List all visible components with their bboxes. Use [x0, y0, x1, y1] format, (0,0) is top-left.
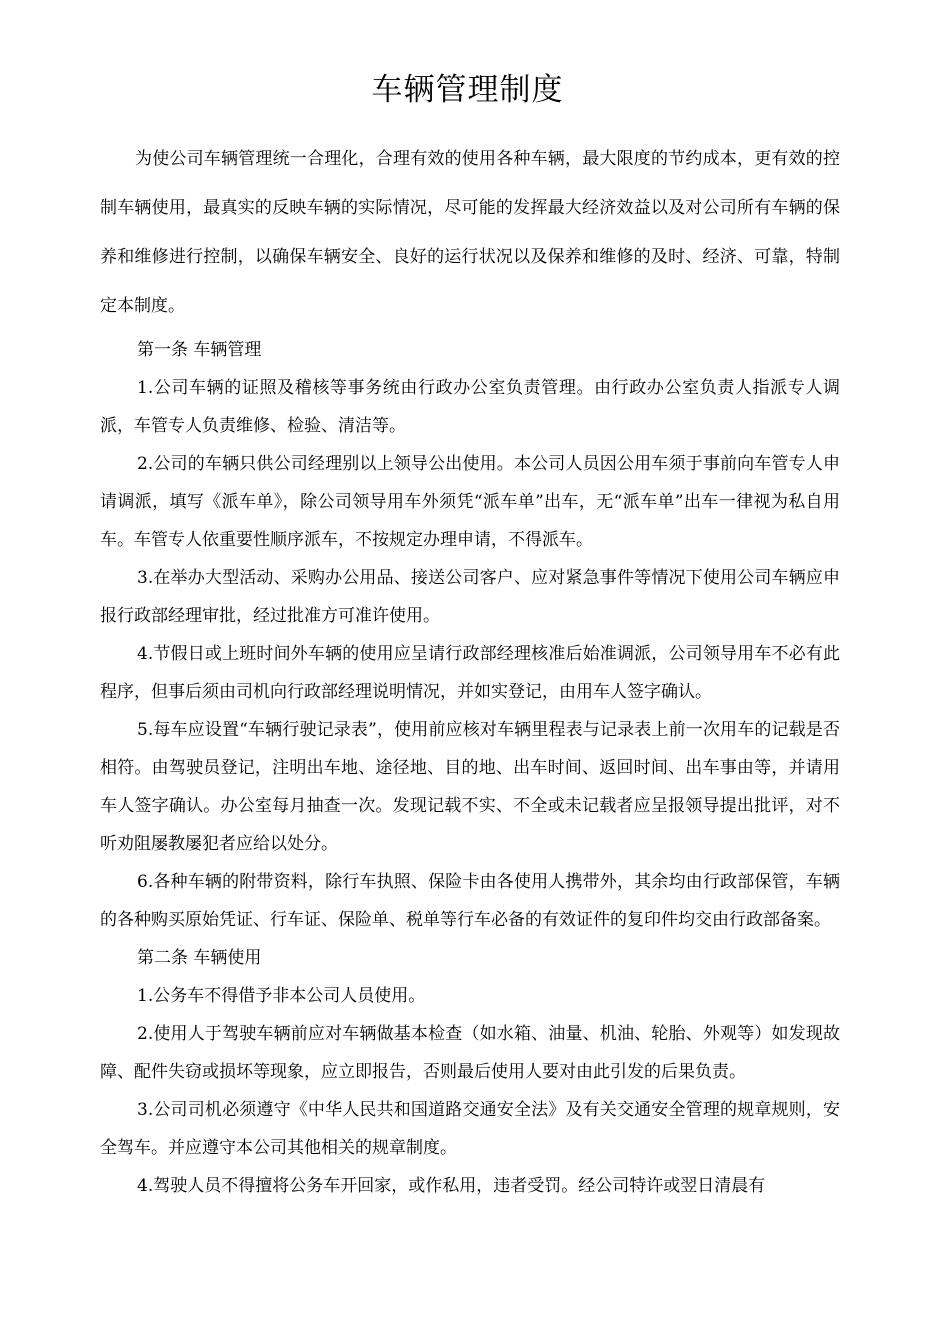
- section-2-item-2: 2.使用人于驾驶车辆前应对车辆做基本检查（如水箱、油量、机油、轮胎、外观等）如发现故障、配件失窃或损坏等现象，应立即报告，否则最后使用人要对由此引发的后果负责。: [100, 1024, 840, 1082]
- section-1-item-6: 6.各种车辆的附带资料，除行车执照、保险卡由各使用人携带外，其余均由行政部保管，车辆的各种购买原始凭证、行车证、保险单、税单等行车必备的有效证件的复印件均交由行政部备案。: [100, 872, 840, 930]
- section-2-item-4: 4.驾驶人员不得擅将公务车开回家，或作私用，违者受罚。经公司特许或翌日清晨有: [137, 1176, 766, 1196]
- section-1-item-2: 2.公司的车辆只供公司经理别以上领导公出使用。本公司人员因公用车须于事前向车管专人申请调派，填写《派车单》，除公司领导用车外须凭“派车单”出车，无“派车单”出车一律视为私自用车。车管专人依重要性顺序派车，不按规定办理申请，不得派车。: [100, 454, 840, 550]
- section-1-heading: 第一条 车辆管理: [137, 340, 262, 360]
- section-2-heading: 第二条 车辆使用: [137, 948, 262, 968]
- section-2-item-1: 1.公务车不得借予非本公司人员使用。: [137, 986, 426, 1006]
- section-1-item-4: 4.节假日或上班时间外车辆的使用应呈请行政部经理核准后始准调派，公司领导用车不必有此程序，但事后须由司机向行政部经理说明情况，并如实登记，由用车人签字确认。: [100, 644, 840, 702]
- regulation-body: [100, 331, 840, 1205]
- intro-paragraph: 为使公司车辆管理统一合理化，合理有效的使用各种车辆，最大限度的节约成本，更有效的控制车辆使用，最真实的反映车辆的实际情况，尽可能的发挥最大经济效益以及对公司所有车辆的保养和维修进行控制，以确保车辆安全、良好的运行状况以及保养和维修的及时、经济、可靠，特制定本制度。: [100, 149, 840, 316]
- document-title: 车辆管理制度: [371, 72, 564, 108]
- section-1-item-1: 1.公司车辆的证照及稽核等事务统由行政办公室负责管理。由行政办公室负责人指派专人调派，车管专人负责维修、检验、清洁等。: [100, 378, 840, 436]
- section-1-item-3: 3.在举办大型活动、采购办公用品、接送公司客户、应对紧急事件等情况下使用公司车辆应申报行政部经理审批，经过批准方可准许使用。: [100, 568, 840, 626]
- section-2-item-3: 3.公司司机必须遵守《中华人民共和国道路交通安全法》及有关交通安全管理的规章规则，安全驾车。并应遵守本公司其他相关的规章制度。: [100, 1100, 840, 1158]
- section-1-item-5: 5.每车应设置“车辆行驶记录表”，使用前应核对车辆里程表与记录表上前一次用车的记载是否相符。由驾驶员登记，注明出车地、途径地、目的地、出车时间、返回时间、出车事由等，并请用车人签字确认。办公室每月抽查一次。发现记载不实、不全或未记载者应呈报领导提出批评，对不听劝阻屡教屡犯者应给以处分。: [100, 720, 840, 854]
